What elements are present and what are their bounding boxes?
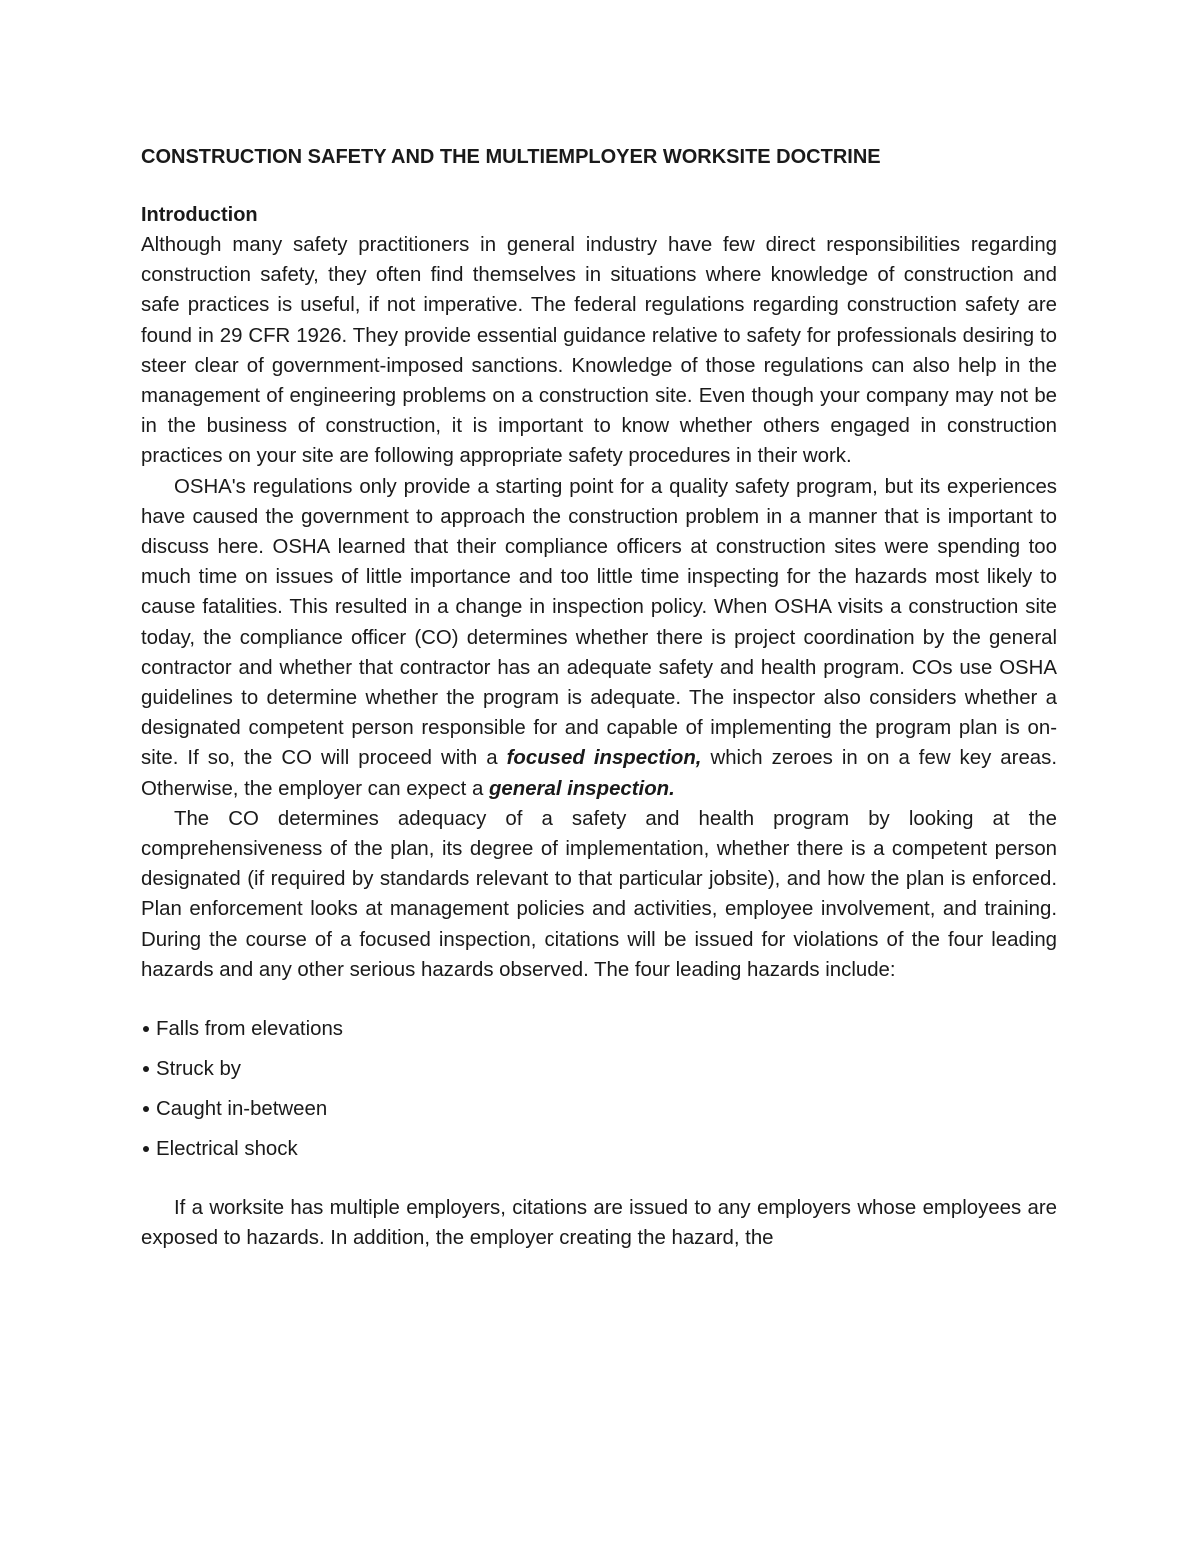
paragraph-osha-text-2: which zeroes in on a few key areas. Otherwise, the employer can expect a xyxy=(141,747,1057,800)
emphasis-focused-inspection: focused inspection, xyxy=(506,747,702,770)
emphasis-general-inspection: general inspection. xyxy=(488,777,675,800)
section-heading-introduction: Introduction xyxy=(141,204,258,226)
bullet-icon xyxy=(143,1066,149,1072)
paragraph-co-adequacy: The CO determines adequacy of a safety and health program by looking at the comprehensiveness of the plan, its degree of implementation, whether there is a competent person designated (if required by standards relevant to that particular jobsite), and how the plan is enforced. Plan enforcement looks at management policies and activities, employee involvement, and training. During the course of a focused inspection, citations will be issued for violations of the four leading hazards and any other serious hazards observed. The four leading hazards include: xyxy=(141,807,1057,981)
document-title: CONSTRUCTION SAFETY AND THE MULTIEMPLOYER WORKSITE DOCTRINE xyxy=(141,146,881,168)
paragraph-multiple-employers: If a worksite has multiple employers, citations are issued to any employers whose employees are exposed to hazards. In addition, the employer creating the hazard, the xyxy=(141,1197,1057,1250)
hazard-label: Falls from elevations xyxy=(156,1018,343,1041)
list-item xyxy=(141,1009,1057,1049)
hazard-label: Caught in-between xyxy=(156,1098,328,1121)
paragraph-osha-text-1: OSHA's regulations only provide a starting point for a quality safety program, but its experiences have caused the government to approach the construction problem in a manner that is important to discuss here. OSHA learned that their compliance officers at construction sites were spending too much time on issues of little importance and too little time inspecting for the hazards most likely to cause fatalities. This resulted in a change in inspection policy. When OSHA visits a construction site today, the compliance officer (CO) determines whether there is project coordination by the general contractor and whether that contractor has an adequate safety and health program. COs use OSHA guidelines to determine whether the program is adequate. The inspector also considers whether a designated competent person responsible for and capable of implementing the program plan is on-site. If so, the CO will proceed with a xyxy=(141,475,1057,770)
bullet-icon xyxy=(143,1106,149,1112)
hazard-label: Struck by xyxy=(156,1058,241,1081)
list-item xyxy=(141,1049,1057,1089)
bullet-icon xyxy=(143,1146,149,1152)
bullet-icon xyxy=(143,1026,149,1032)
list-item xyxy=(141,1089,1057,1129)
paragraph-osha-regulations xyxy=(141,472,1057,804)
hazard-label: Electrical shock xyxy=(156,1138,298,1161)
paragraph-intro: Although many safety practitioners in general industry have few direct responsibilities regarding construction safety, they often find themselves in situations where knowledge of construction and safe practices is useful, if not imperative. The federal regulations regarding construction safety are found in 29 CFR 1926. They provide essential guidance relative to safety for professionals desiring to steer clear of government-imposed sanctions. Knowledge of those regulations can also help in the management of engineering problems on a construction site. Even though your company may not be in the business of construction, it is important to know whether others engaged in construction practices on your site are following appropriate safety procedures in their work. xyxy=(141,234,1057,468)
list-item xyxy=(141,1129,1057,1169)
document-page xyxy=(141,140,1057,1253)
hazard-list xyxy=(141,1009,1057,1169)
